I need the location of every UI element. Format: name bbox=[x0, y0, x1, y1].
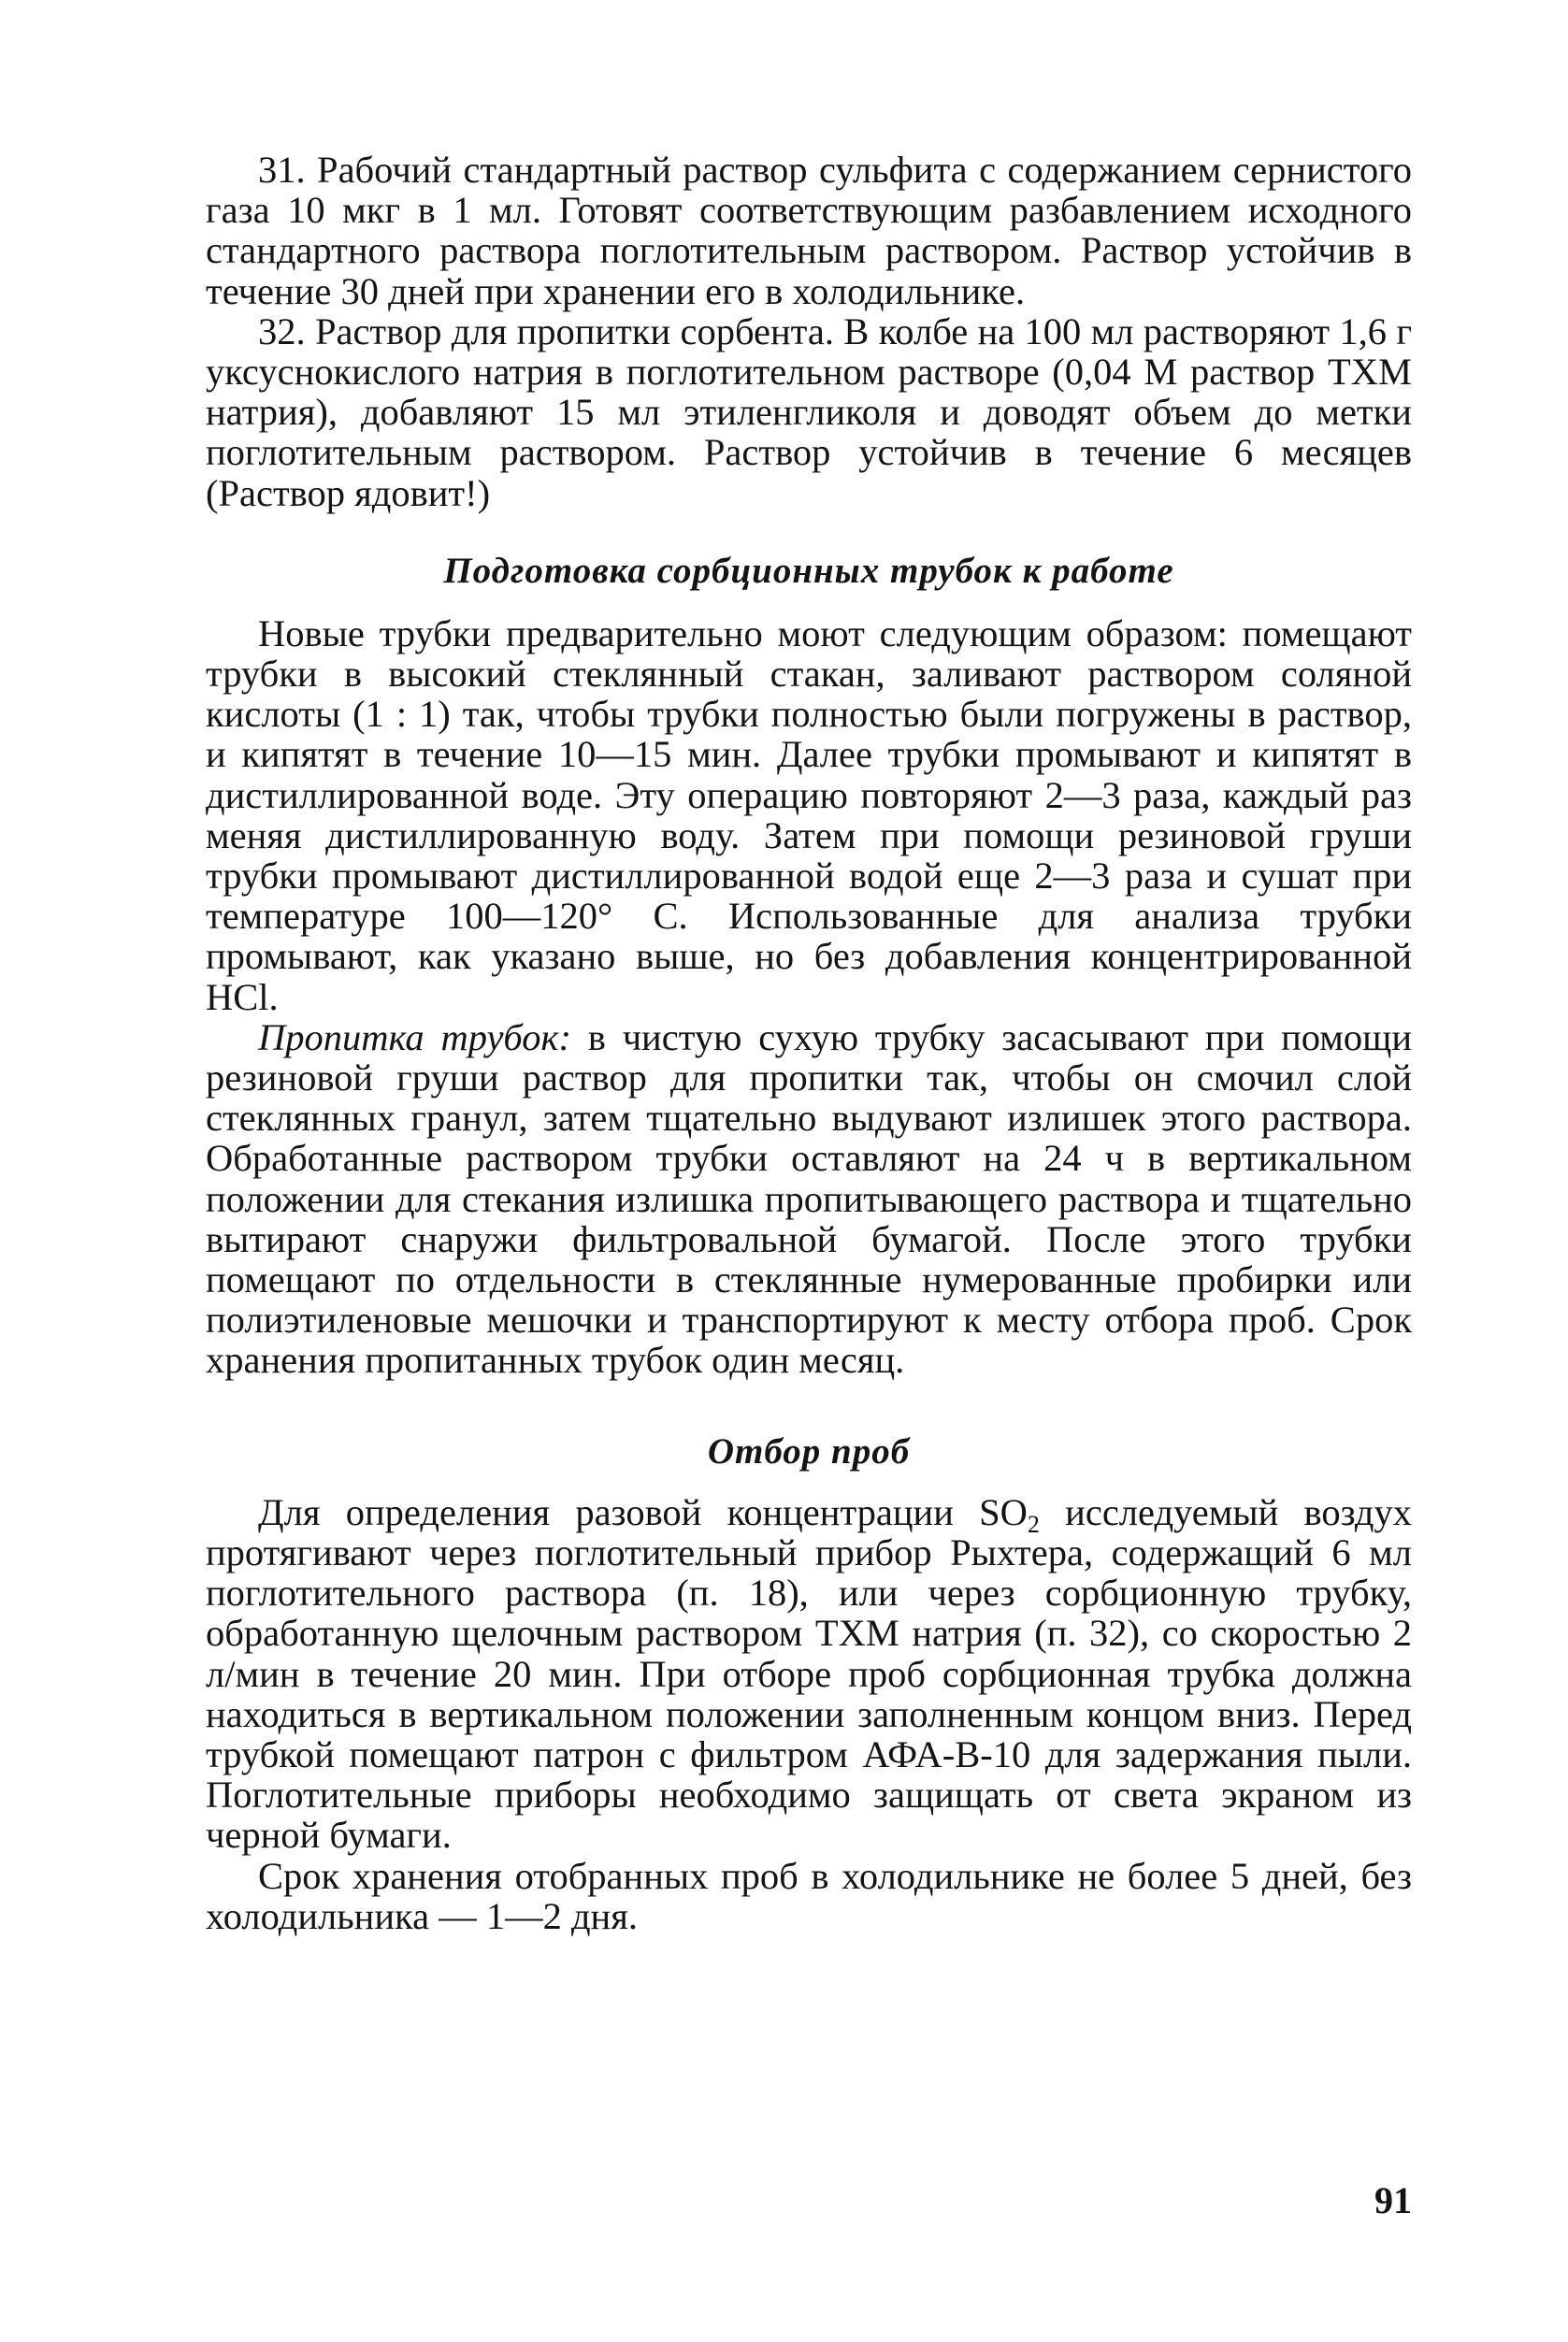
paragraph-tube-impregnation bbox=[206, 1017, 1412, 1381]
sampling-text-start: Для определения разовой концентрации SO bbox=[258, 1490, 1028, 1533]
paragraph-sampling bbox=[206, 1492, 1412, 1856]
section-heading-tube-preparation: Подготовка сорбционных трубок к работе bbox=[443, 550, 1174, 591]
paragraph-tube-washing: Новые трубки предварительно моют следующим образом: помещают трубки в высокий стеклянный стакан, заливают раствором соляной кислоты (1 : 1) так, чтобы трубки полностью были погружены в раствор, и кипятят в течение 10—15 мин. Далее трубки промывают и кипятят в дистиллированной воде. Эту операцию повторяют 2—3 раза, каждый раз меняя дистиллированную воду. Затем при помощи резиновой груши трубки промывают дистиллированной водой еще 2—3 раза и сушат при температуре 100—120° С. Использованные для анализа трубки промывают, как указано выше, но без добавления концентрированной HCl. bbox=[206, 611, 1412, 1018]
paragraph-32: 32. Раствор для пропитки сорбента. В колбе на 100 мл растворяют 1,6 г уксуснокислого натрия в поглотительном растворе (0,04 М раствор ТХМ натрия), добавляют 15 мл этиленгликоля и доводят объем до метки поглотительным раствором. Раствор устойчив в течение 6 месяцев (Раствор ядовит!) bbox=[206, 309, 1412, 514]
document-page bbox=[206, 150, 1412, 1936]
page-number: 91 bbox=[1374, 2179, 1412, 2221]
so2-subscript: 2 bbox=[1027, 1510, 1040, 1538]
sampling-text-end: исследуемый воздух протягивают через поглотительный прибор Рыхтера, содержащий 6 мл поглотительного раствора (п. 18), или через сорбционную трубку, обработанную щелочным раствором ТХМ натрия (п. 32), со скоростью 2 л/мин в течение 20 мин. При отборе проб сорбционная трубка должна находиться в вертикальном положении заполненным концом вниз. Перед трубкой помещают патрон с фильтром АФА-В-10 для задержания пыли. Поглотительные приборы необходимо защищать от света экраном из черной бумаги. bbox=[206, 1490, 1412, 1857]
section-heading-sampling: Отбор проб bbox=[707, 1430, 911, 1472]
impregnation-text: в чистую сухую трубку засасывают при помощи резиновой груши раствор для пропитки так, чтобы он смочил слой стеклянных гранул, затем тщательно выдувают излишек этого раствора. Обработанные раствором трубки оставляют на 24 ч в вертикальном положении для стекания излишка пропитывающего раствора и тщательно вытирают снаружи фильтровальной бумагой. После этого трубки помещают по отдельности в стеклянные нумерованные пробирки или полиэтиленовые мешочки и транспортируют к месту отбора проб. Срок хранения пропитанных трубок один месяц. bbox=[206, 1015, 1412, 1382]
paragraph-storage: Срок хранения отобранных проб в холодильнике не более 5 дней, без холодильника — 1—2 дня. bbox=[206, 1854, 1412, 1937]
paragraph-31: 31. Рабочий стандартный раствор сульфита с содержанием сернистого газа 10 мкг в 1 мл. Готовят соответствующим разбавлением исходного стандартного раствора поглотительным раствором. Раствор устойчив в течение 30 дней при хранении его в холодильнике. bbox=[206, 149, 1412, 312]
impregnation-lead: Пропитка трубок: bbox=[258, 1015, 571, 1058]
